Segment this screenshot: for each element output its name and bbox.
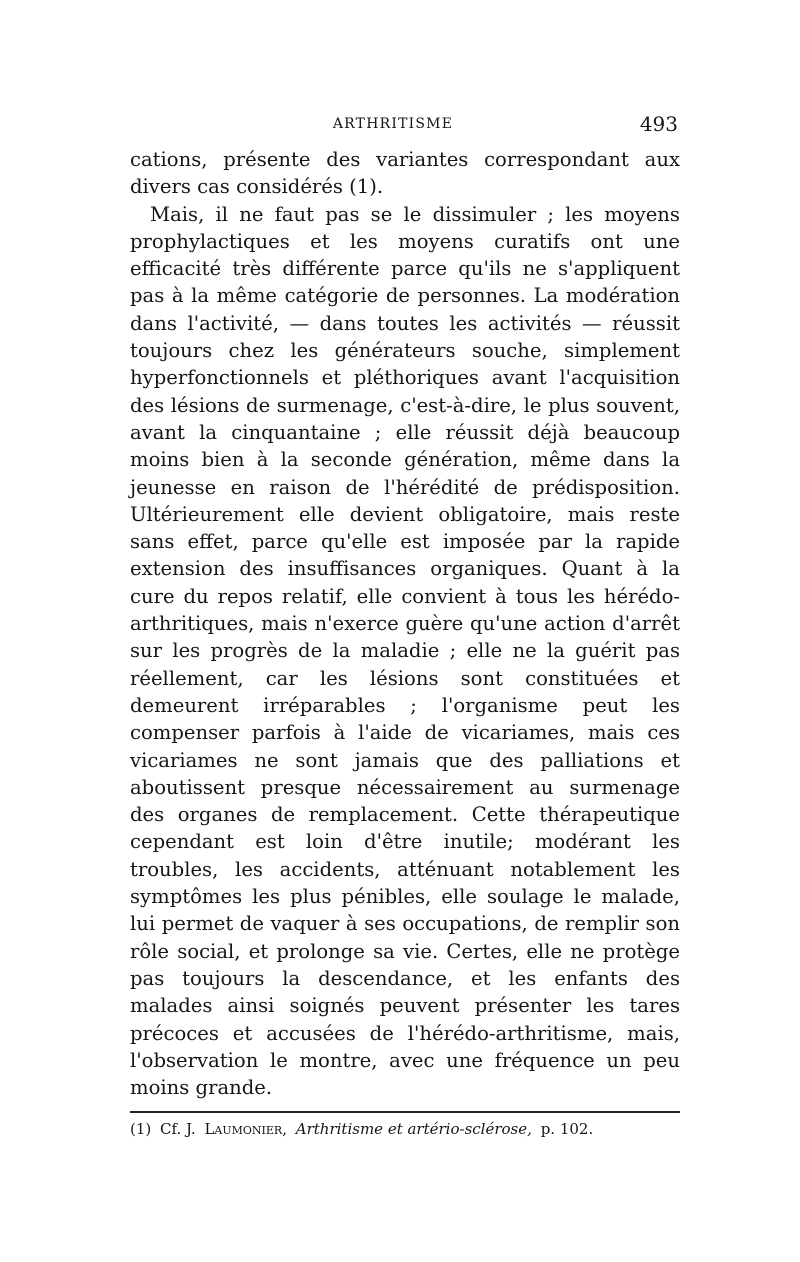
footnote-author: Laumonier, [204,1120,287,1139]
paragraph-continuation: cations, présente des variantes correspondant aux divers cas considérés (1). [130,148,680,199]
footnote-rule [130,1111,680,1113]
footnote-pages: p. 102. [540,1120,594,1139]
page-number: 493 [639,112,678,136]
body-text [130,146,680,1101]
footnote-marker: (1) [130,1120,152,1139]
paragraph-main: Mais, il ne faut pas se le dissimuler ; les moyens prophylactiques et les moyens curatifs ont une efficacité très différente parce qu'ils ne s'appliquent pas à la même catégorie de personnes. La modération dans l'activité, — dans toutes les activités — réussit toujours chez les générateurs souche, simplement hyperfonctionnels et pléthoriques avant l'acquisition des lésions de surmenage, c'est-à-dire, le plus souvent, avant la cinquantaine ; elle réussit déjà beaucoup moins bien à la seconde génération, même dans la jeunesse en raison de l'hérédité de prédisposition. Ultérieurement elle devient obligatoire, mais reste sans effet, parce qu'elle est imposée par la rapide extension des insuffisances organiques. Quant à la cure du repos relatif, elle convient à tous les hérédo-arthritiques, mais n'exerce guère qu'une action d'arrêt sur les progrès de la maladie ; elle ne la guérit pas réellement, car les lésions sont constituées et demeurent irréparables ; l'organisme peut les compenser parfois à l'aide de vicariames, mais ces vicariames ne sont jamais que des palliations et aboutissent presque nécessairement au surmenage des organes de remplacement. Cette thérapeutique cependant est loin d'être inutile; modérant les troubles, les accidents, atténuant notablement les symptômes les plus pénibles, elle soulage le malade, lui permet de vaquer à ses occupations, de remplir son rôle social, et prolonge sa vie. Certes, elle ne protège pas toujours la descendance, et les enfants des malades ainsi soignés peuvent présenter les tares précoces et accusées de l'hérédo-arthritisme, mais, l'observation le montre, avec une fréquence un peu moins grande. [130,202,680,1100]
running-head [130,110,680,140]
running-title: ARTHRITISME [332,116,454,132]
footnote [130,1119,680,1139]
footnote-prefix: Cf. J. [160,1120,196,1139]
book-page [130,110,680,1139]
footnote-title: Arthritisme et artério-sclérose, [295,1120,532,1139]
